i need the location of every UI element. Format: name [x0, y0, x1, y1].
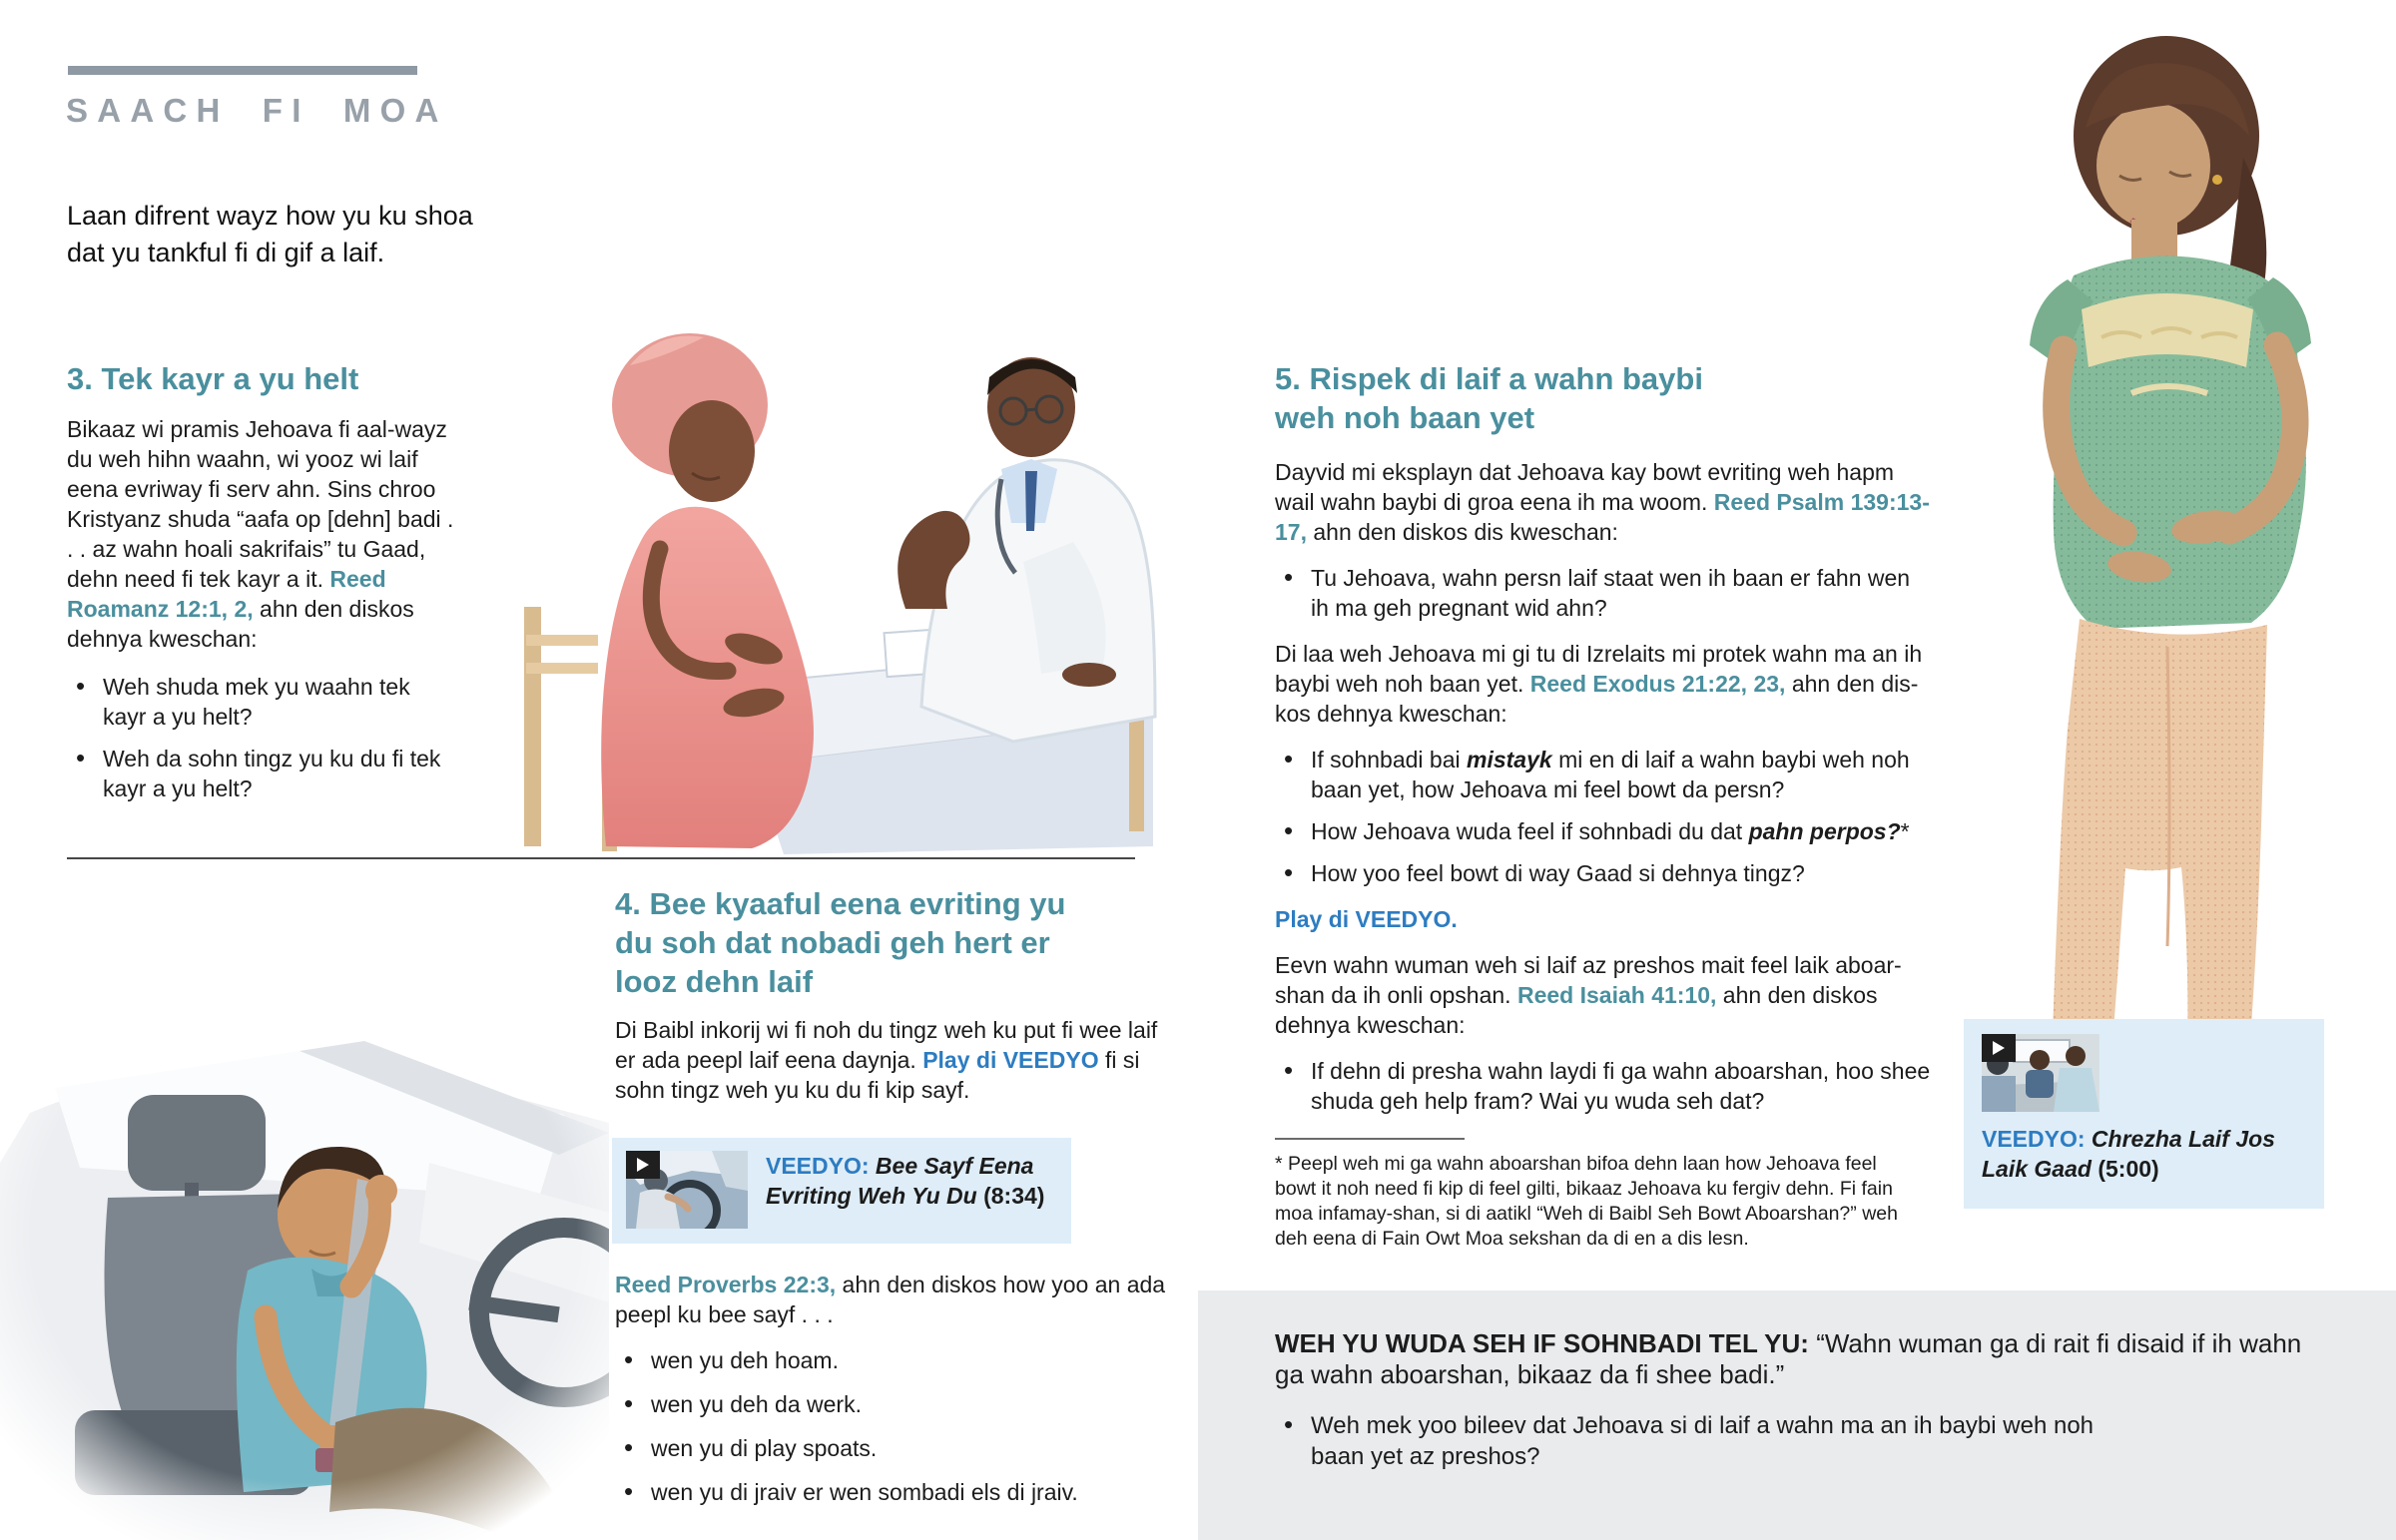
- scripture-link-exodus[interactable]: Reed Exodus 21:22, 23,: [1529, 671, 1786, 697]
- section-4-text-end: fi si sohn tingz weh yu ku du fi kip sayf.: [615, 1047, 1140, 1103]
- section-3-text-end: ahn den diskos dehnya kweschan:: [67, 596, 414, 652]
- section-3-heading: 3. Tek kayr a yu helt: [67, 361, 359, 396]
- emphasis-mistayk: mistayk: [1467, 747, 1552, 772]
- section-3: [67, 359, 456, 819]
- emphasis-pahn-perpos: pahn perpos?: [1748, 818, 1901, 844]
- graybox-lead: WEH YU WUDA SEH IF SOHNBADI TEL YU:: [1275, 1328, 1809, 1358]
- list-item: • Tu Jehoava, wahn persn laif staat wen ih baan er fahn wen ih ma geh pregnant wid ahn?: [1275, 563, 1932, 623]
- section-3-paragraph: [67, 414, 456, 654]
- section-5-text-2-end: ahn den dis-kos dehnya kweschan:: [1275, 671, 1919, 727]
- graybox-paragraph: [1275, 1328, 2336, 1390]
- section-5: [1275, 359, 1932, 1252]
- list-item: • Weh shuda mek yu waahn tek kayr a yu helt?: [67, 672, 456, 732]
- play-icon[interactable]: [626, 1151, 660, 1179]
- page-divider: [67, 857, 1135, 859]
- video-duration: (5:00): [2097, 1156, 2159, 1182]
- scripture-link-isaiah[interactable]: Reed Isaiah 41:10,: [1516, 982, 1717, 1008]
- safety-situations-list: [615, 1345, 1174, 1507]
- section-4-continued: [615, 1270, 1174, 1523]
- section-5-text-3-end: ahn den diskos dehnya kweschan:: [1275, 982, 1878, 1038]
- video-label: VEEDYO:: [766, 1153, 870, 1179]
- video-duration: (8:34): [983, 1183, 1045, 1209]
- section-4-heading: 4. Bee kyaaful eena evriting yu du soh dat nobadi geh hert er looz dehn laif: [615, 886, 1066, 999]
- list-item: • Weh mek yoo bileev dat Jehoava si di laif a wahn ma an ih baybi weh noh baan yet az preshos?: [1275, 1410, 2113, 1472]
- question-list-2: [1275, 745, 1932, 888]
- graybox-question-list: [1275, 1410, 2113, 1472]
- video-box-safety[interactable]: [612, 1138, 1071, 1244]
- section-5-text-3: Eevn wahn wuman weh si laif az preshos mait feel laik aboar-shan da ih onli opshan.: [1275, 952, 1902, 1008]
- video-label: VEEDYO:: [1982, 1126, 2086, 1152]
- footnote-rule: [1275, 1138, 1465, 1140]
- section-3-text: Bikaaz wi pramis Jehoava fi aal-wayz du weh hihn waahn, wi yooz wi laif eena evriway fi serv ahn. Sins chroo Kristyanz shuda “aafa op [dehn] badi . . . az wahn hoali sakrifais” tu Gaad, dehn need fi tek kayr a it.: [67, 416, 454, 592]
- section-5-paragraph-2: [1275, 639, 1932, 729]
- section-5-text-2: Di laa weh Jehoava mi gi tu di Izrelaits mi protek wahn ma an ih baybi weh noh baan yet.: [1275, 641, 1923, 697]
- question-list-3: [1275, 1056, 1932, 1116]
- list-item: • wen yu deh da werk.: [615, 1389, 1174, 1419]
- section-3-questions: [67, 672, 456, 803]
- seatbelt-illustration: [0, 983, 609, 1540]
- bullet-text: If sohnbadi bai: [1311, 747, 1468, 772]
- bullet-text-end: mi en di laif a wahn baybi weh noh baan yet, how Jehoava mi feel bowt da persn?: [1311, 747, 1910, 802]
- scripture-link-proverbs[interactable]: Reed Proverbs 22:3,: [615, 1272, 837, 1297]
- video-title: Chrezha Laif Jos Laik Gaad: [1982, 1126, 2275, 1182]
- section-4-text: Di Baibl inkorij wi fi noh du tingz weh ku put fi wee laif er ada peepl laif eena daynja.: [615, 1017, 1158, 1073]
- list-item: • wen yu di play spoats.: [615, 1433, 1174, 1463]
- doctor-consultation-illustration: [454, 287, 1163, 854]
- section-4: [615, 884, 1169, 1121]
- scripture-link-romans[interactable]: Reed Roamanz 12:1, 2,: [67, 566, 386, 622]
- section-5-paragraph-3: [1275, 950, 1932, 1040]
- pregnant-woman-illustration: [1982, 8, 2361, 1061]
- video-caption: [1982, 1124, 2306, 1184]
- lesson-intro: Laan difrent wayz how yu ku shoa dat yu tankful fi di gif a laif.: [67, 201, 473, 267]
- kicker-rule: [68, 66, 417, 75]
- proverbs-paragraph: [615, 1270, 1174, 1329]
- graybox-quote: “Wahn wuman ga di rait fi disaid if ih wahn ga wahn aboarshan, bikaaz da fi shee badi.”: [1275, 1328, 2302, 1389]
- section-4-paragraph: [615, 1015, 1169, 1105]
- video-title: Bee Sayf Eena Evriting Weh Yu Du: [766, 1153, 1034, 1209]
- list-item: • If dehn di presha wahn laydi fi ga wahn aboarshan, hoo shee shuda geh help fram? Wai yu wuda seh dat?: [1275, 1056, 1932, 1116]
- what-would-you-say-box: [1198, 1290, 2396, 1540]
- list-item: • wen yu di jraiv er wen sombadi els di jraiv.: [615, 1477, 1174, 1507]
- section-5-text: Dayvid mi eksplayn dat Jehoava kay bowt evriting weh hapm wail wahn baybi di groa eena ih ma woom.: [1275, 459, 1895, 515]
- proverbs-text: ahn den diskos how yoo an ada peepl ku bee sayf . . .: [615, 1272, 1166, 1327]
- scripture-link-psalm[interactable]: Reed Psalm 139:13-17,: [1275, 489, 1930, 545]
- question-list-1: [1275, 563, 1932, 623]
- footnote-text: * Peepl weh mi ga wahn aboarshan bifoa dehn laan how Jehoava feel bowt it noh need fi kip di feel gilti, bikaaz Jehoava ku fergiv dehn. Fi fain moa infamay-shan, si di aatikl “Weh di Baibl Seh Bowt Aboarshan?” weh deh eena di Fain Owt Moa sekshan da di en a dis lesn.: [1275, 1153, 1898, 1250]
- play-video-link[interactable]: Play di VEEDYO: [922, 1047, 1099, 1073]
- play-icon[interactable]: [1982, 1034, 2016, 1062]
- video-thumbnail-counseling[interactable]: [1982, 1034, 2099, 1112]
- video-box-treasure-life[interactable]: [1964, 1019, 2324, 1209]
- bullet-text: How Jehoava wuda feel if sohnbadi du dat: [1311, 818, 1749, 844]
- list-item: • Weh da sohn tingz yu ku du fi tek kayr a yu helt?: [67, 744, 456, 803]
- section-5-paragraph-1: [1275, 457, 1932, 547]
- play-video-link-2[interactable]: Play di VEEDYO.: [1275, 906, 1458, 932]
- footnote-marker: *: [1900, 818, 1910, 844]
- list-item: [1275, 816, 1932, 846]
- section-5-heading: 5. Rispek di laif a wahn baybi weh noh baan yet: [1275, 361, 1703, 435]
- kicker-title: SAACH FI MOA: [66, 92, 448, 129]
- video-thumbnail-driving[interactable]: [626, 1151, 748, 1229]
- section-5-text-end: ahn den diskos dis kweschan:: [1306, 519, 1618, 545]
- list-item: • How yoo feel bowt di way Gaad si dehnya tingz?: [1275, 858, 1932, 888]
- list-item: • wen yu deh hoam.: [615, 1345, 1174, 1375]
- video-caption: [766, 1151, 1057, 1231]
- list-item: [1275, 745, 1932, 804]
